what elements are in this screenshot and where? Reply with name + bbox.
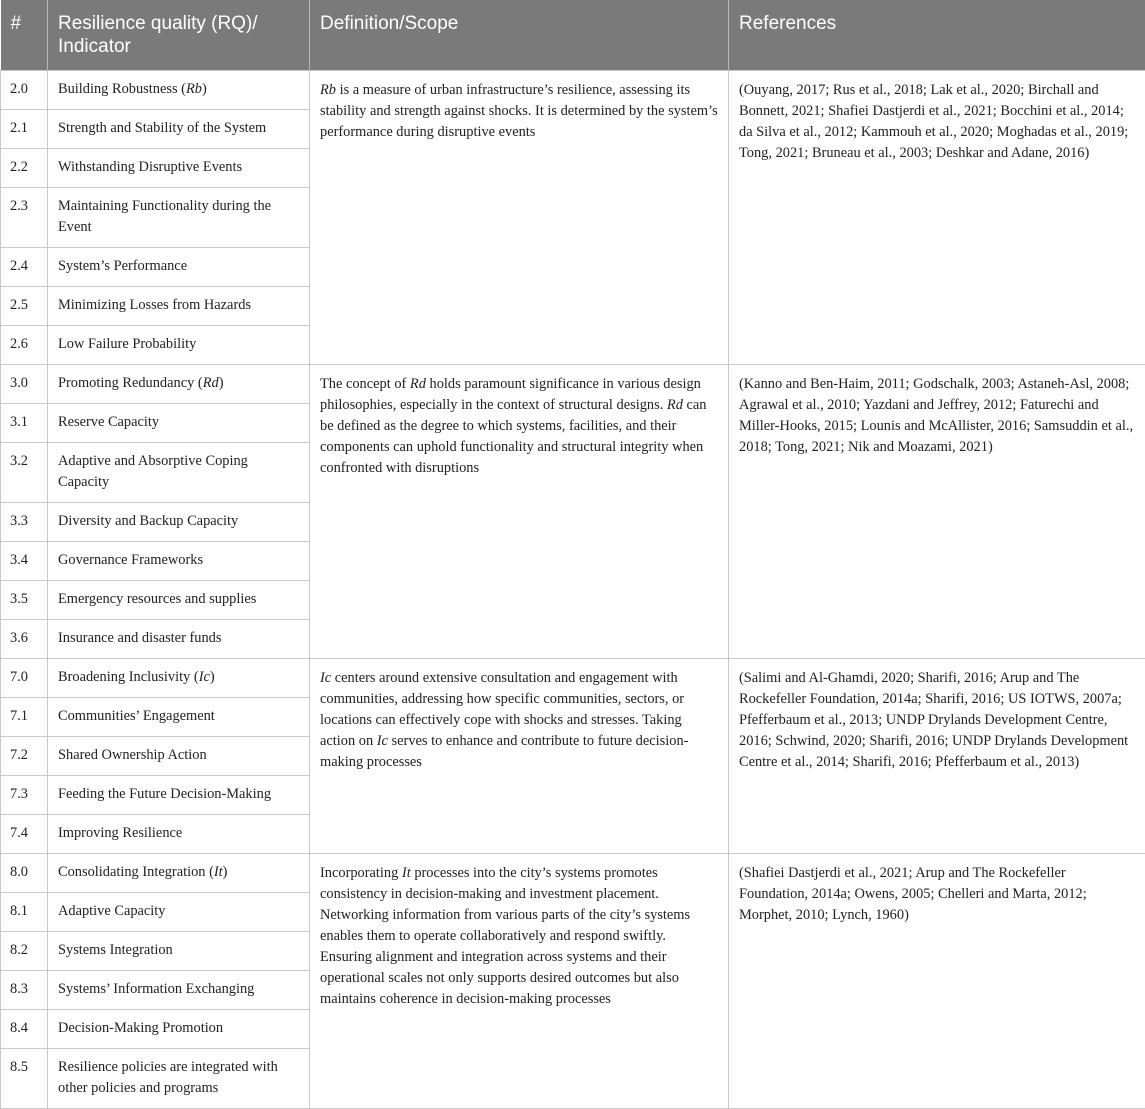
header-references: References bbox=[729, 0, 1145, 71]
row-number: 7.1 bbox=[1, 698, 48, 737]
row-number: 3.3 bbox=[1, 503, 48, 542]
indicator-cell: Withstanding Disruptive Events bbox=[48, 149, 310, 188]
row-number: 3.1 bbox=[1, 404, 48, 443]
definition-abbr: Rd bbox=[410, 376, 426, 392]
table-body bbox=[1, 71, 1145, 1109]
indicator-text: ) bbox=[210, 669, 215, 685]
indicator-cell: Insurance and disaster funds bbox=[48, 620, 310, 659]
indicator-cell: Feeding the Future Decision-Making bbox=[48, 776, 310, 815]
definition-cell bbox=[310, 854, 729, 1109]
definition-text: can be defined as the degree to which systems, facilities, and their components can uphold functionality and structural integrity when confronted with disruptions bbox=[320, 397, 706, 476]
references-cell: (Kanno and Ben-Haim, 2011; Godschalk, 2003; Astaneh-Asl, 2008; Agrawal et al., 2010; Yazdani and Jeffrey, 2012; Faturechi and Miller-Hooks, 2015; Lounis and McAllister, 2016; Samsuddin et al., 2018; Tong, 2021; Nik and Moazami, 2021) bbox=[729, 365, 1145, 659]
definition-text: holds paramount significance in various design philosophies, especially in the context of structural designs. bbox=[320, 376, 701, 413]
definition-cell bbox=[310, 365, 729, 659]
table-header bbox=[1, 0, 1145, 71]
header-num: # bbox=[1, 0, 48, 71]
indicator-cell: Systems’ Information Exchanging bbox=[48, 971, 310, 1010]
row-number: 8.4 bbox=[1, 1010, 48, 1049]
indicator-abbr: It bbox=[214, 864, 223, 880]
table-row bbox=[1, 71, 1145, 110]
definition-cell bbox=[310, 659, 729, 854]
indicator-text: Promoting Redundancy ( bbox=[58, 375, 203, 391]
indicator-cell: System’s Performance bbox=[48, 248, 310, 287]
definition-abbr: Ic bbox=[377, 733, 388, 749]
definition-abbr: Rd bbox=[667, 397, 683, 413]
indicator-cell bbox=[48, 659, 310, 698]
table-row bbox=[1, 854, 1145, 893]
row-number: 3.2 bbox=[1, 443, 48, 503]
indicator-cell: Diversity and Backup Capacity bbox=[48, 503, 310, 542]
row-number: 2.4 bbox=[1, 248, 48, 287]
row-number: 3.5 bbox=[1, 581, 48, 620]
indicator-text: ) bbox=[223, 864, 228, 880]
row-number: 2.6 bbox=[1, 326, 48, 365]
definition-text: Incorporating bbox=[320, 865, 402, 881]
definition-text: The concept of bbox=[320, 376, 410, 392]
header-indicator: Resilience quality (RQ)/ Indicator bbox=[48, 0, 310, 71]
row-number: 2.2 bbox=[1, 149, 48, 188]
row-number: 7.4 bbox=[1, 815, 48, 854]
indicator-abbr: Ic bbox=[199, 669, 210, 685]
row-number: 7.2 bbox=[1, 737, 48, 776]
indicator-cell: Communities’ Engagement bbox=[48, 698, 310, 737]
references-cell: (Shafiei Dastjerdi et al., 2021; Arup and The Rockefeller Foundation, 2014a; Owens, 2005; Chelleri and Marta, 2012; Morphet, 2010; Lynch, 1960) bbox=[729, 854, 1145, 1109]
references-cell: (Ouyang, 2017; Rus et al., 2018; Lak et al., 2020; Birchall and Bonnett, 2021; Shafiei Dastjerdi et al., 2021; Bocchini et al., 2014; da Silva et al., 2012; Kammouh et al., 2020; Moghadas et al., 2019; Tong, 2021; Bruneau et al., 2003; Deshkar and Adane, 2016) bbox=[729, 71, 1145, 365]
row-number: 8.3 bbox=[1, 971, 48, 1010]
row-number: 2.0 bbox=[1, 71, 48, 110]
definition-text: centers around extensive consultation and engagement with communities, addressing how specific communities, sectors, or locations can effectively cope with shocks and stresses. Taking action on bbox=[320, 670, 684, 749]
indicator-cell bbox=[48, 365, 310, 404]
row-number: 8.2 bbox=[1, 932, 48, 971]
indicator-cell bbox=[48, 71, 310, 110]
indicator-text: ) bbox=[219, 375, 224, 391]
row-number: 2.1 bbox=[1, 110, 48, 149]
indicator-text: Consolidating Integration ( bbox=[58, 864, 214, 880]
definition-cell bbox=[310, 71, 729, 365]
definition-text: serves to enhance and contribute to future decision-making processes bbox=[320, 733, 688, 770]
row-number: 8.0 bbox=[1, 854, 48, 893]
table-row bbox=[1, 659, 1145, 698]
row-number: 2.5 bbox=[1, 287, 48, 326]
indicator-text: ) bbox=[202, 81, 207, 97]
row-number: 2.3 bbox=[1, 188, 48, 248]
row-number: 3.4 bbox=[1, 542, 48, 581]
table-row bbox=[1, 365, 1145, 404]
indicator-cell: Resilience policies are integrated with other policies and programs bbox=[48, 1049, 310, 1109]
row-number: 7.0 bbox=[1, 659, 48, 698]
indicator-cell: Decision-Making Promotion bbox=[48, 1010, 310, 1049]
indicator-text: Broadening Inclusivity ( bbox=[58, 669, 199, 685]
indicator-cell: Governance Frameworks bbox=[48, 542, 310, 581]
row-number: 3.0 bbox=[1, 365, 48, 404]
indicator-cell: Emergency resources and supplies bbox=[48, 581, 310, 620]
indicator-cell: Maintaining Functionality during the Event bbox=[48, 188, 310, 248]
indicator-cell: Improving Resilience bbox=[48, 815, 310, 854]
indicator-abbr: Rd bbox=[203, 375, 219, 391]
header-definition: Definition/Scope bbox=[310, 0, 729, 71]
indicator-cell: Adaptive and Absorptive Coping Capacity bbox=[48, 443, 310, 503]
indicator-cell: Strength and Stability of the System bbox=[48, 110, 310, 149]
indicator-cell: Adaptive Capacity bbox=[48, 893, 310, 932]
row-number: 8.5 bbox=[1, 1049, 48, 1109]
indicator-cell: Systems Integration bbox=[48, 932, 310, 971]
indicator-cell: Low Failure Probability bbox=[48, 326, 310, 365]
definition-abbr: Rb bbox=[320, 82, 336, 98]
row-number: 8.1 bbox=[1, 893, 48, 932]
definition-abbr: Ic bbox=[320, 670, 331, 686]
definition-text: is a measure of urban infrastructure’s resilience, assessing its stability and strength against shocks. It is determined by the system’s performance during disruptive events bbox=[320, 82, 718, 140]
indicator-cell bbox=[48, 854, 310, 893]
indicator-text: Building Robustness ( bbox=[58, 81, 186, 97]
indicator-cell: Minimizing Losses from Hazards bbox=[48, 287, 310, 326]
row-number: 7.3 bbox=[1, 776, 48, 815]
indicator-cell: Reserve Capacity bbox=[48, 404, 310, 443]
indicator-abbr: Rb bbox=[186, 81, 202, 97]
indicator-cell: Shared Ownership Action bbox=[48, 737, 310, 776]
references-cell: (Salimi and Al-Ghamdi, 2020; Sharifi, 2016; Arup and The Rockefeller Foundation, 2014a; Sharifi, 2016; US IOTWS, 2007a; Pfefferbaum et al., 2013; UNDP Drylands Development Centre, 2016; Schwind, 2020; Sharifi, 2016; UNDP Drylands Development Centre et al., 2014; Sharifi, 2016; Pfefferbaum et al., 2013) bbox=[729, 659, 1145, 854]
row-number: 3.6 bbox=[1, 620, 48, 659]
definition-abbr: It bbox=[402, 865, 411, 881]
definition-text: processes into the city’s systems promotes consistency in decision-making and investment placement. Networking information from various parts of the city’s systems enables them to operate collaboratively and respond swiftly. Ensuring alignment and integration across systems and their operational scales not only supports desired outcomes but also maintains coherence in decision-making processes bbox=[320, 865, 690, 1007]
